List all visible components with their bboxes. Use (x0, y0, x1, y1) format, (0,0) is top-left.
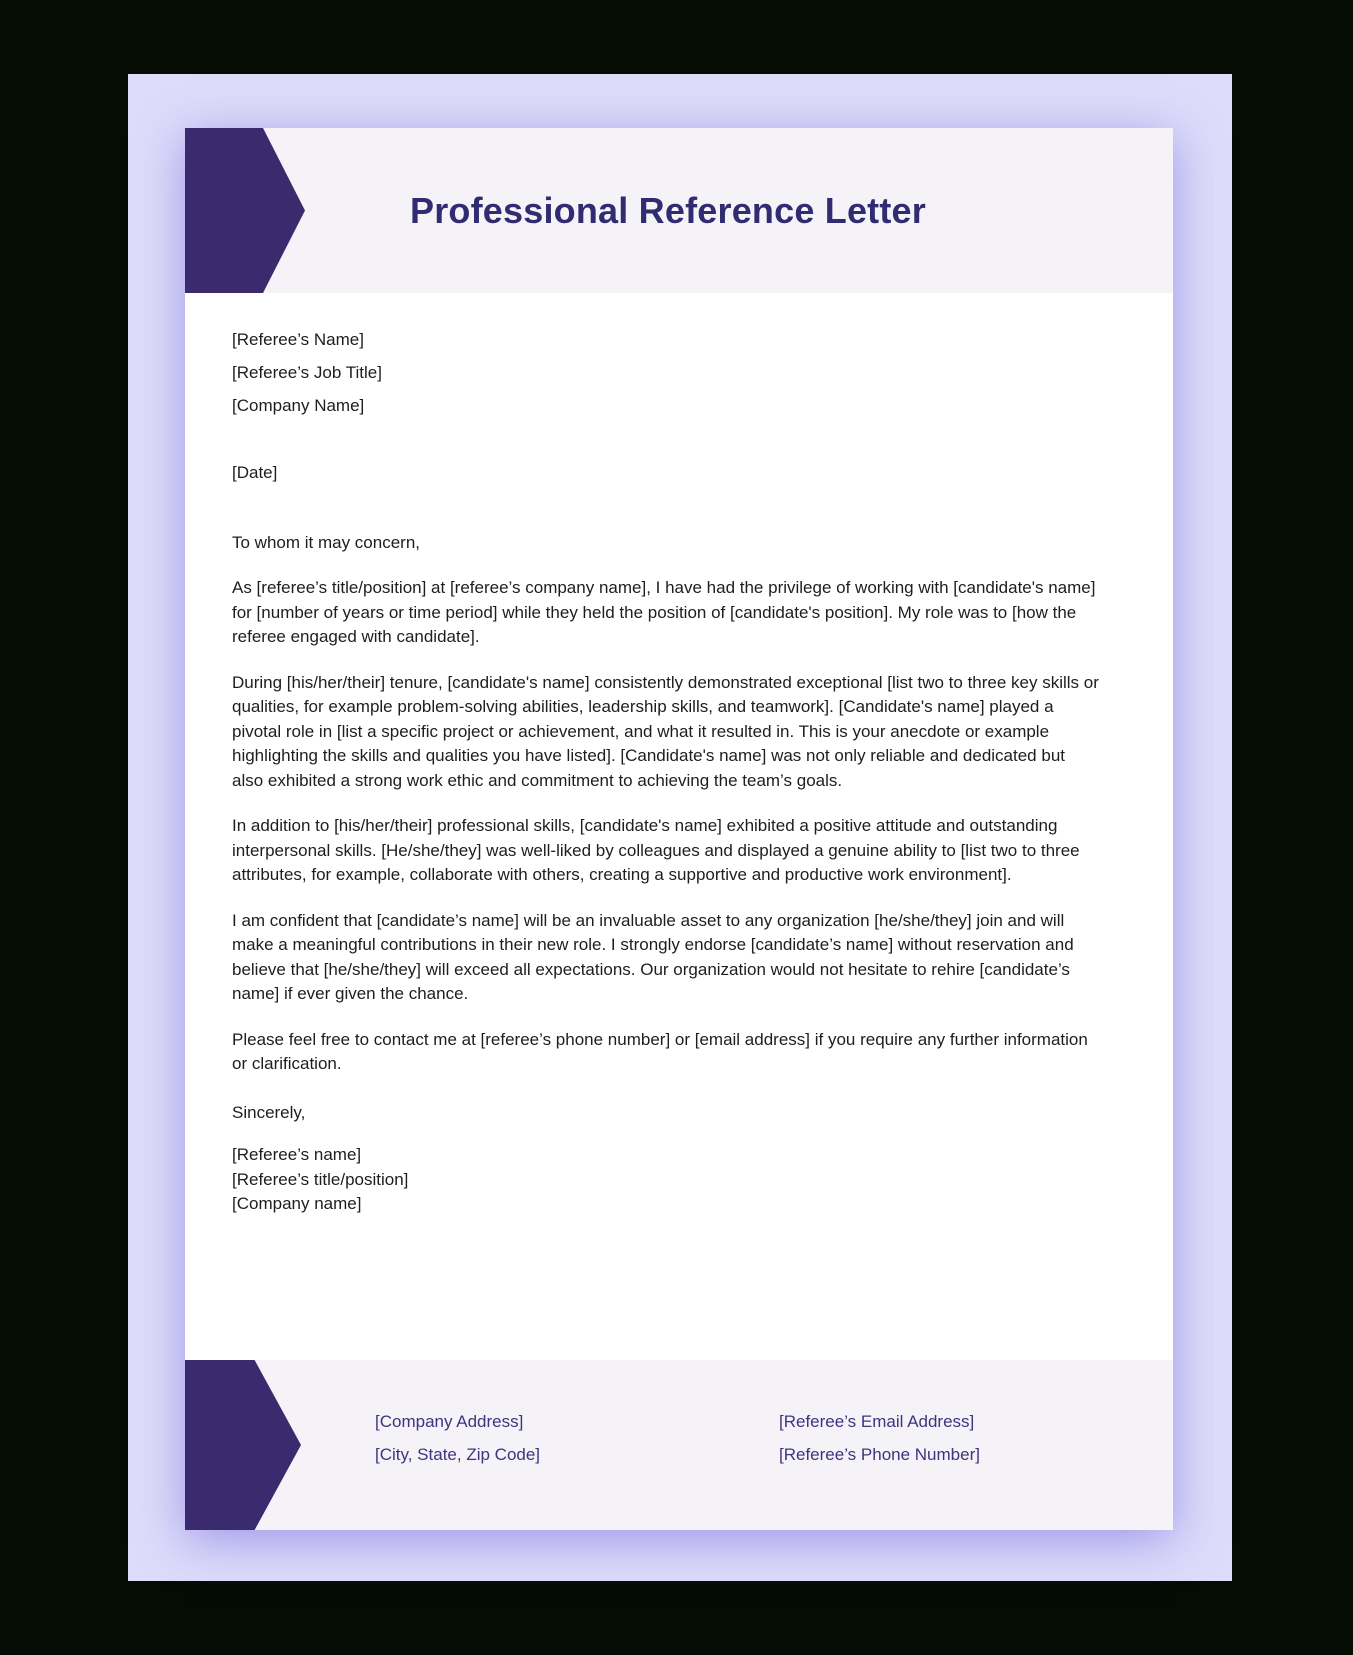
salutation: To whom it may concern, (232, 533, 421, 552)
footer-company-address: [Company Address] (375, 1412, 524, 1431)
footer-contact-column (779, 1409, 980, 1467)
company-name-line: [Company Name] (232, 396, 365, 415)
footer-arrow-accent (185, 1360, 301, 1530)
lavender-canvas (128, 74, 1232, 1581)
signature-block (232, 1143, 1100, 1217)
paragraph-endorsement: I am confident that [candidate’s name] will be an invaluable asset to any organization [he/she/they] join and will make a meaningful contributions in their new role. I strongly endorse [candidate’s name] without reservation and believe that [he/she/they] will exceed all expectations. Our organization would not hesitate to rehire [candidate’s name] if ever given the chance. (232, 910, 1074, 1003)
footer-referee-phone: [Referee’s Phone Number] (779, 1445, 980, 1464)
closing: Sincerely, (232, 1102, 306, 1122)
paragraph-introduction: As [referee’s title/position] at [referee’s company name], I have had the privilege of working with [candidate's name] for [number of years or time period] while they held the position of [candidate's position]. My role was to [how the referee engaged with candidate]. (232, 578, 1096, 646)
page-title: Professional Reference Letter (410, 189, 926, 231)
paragraph-interpersonal: In addition to [his/her/their] professional skills, [candidate's name] exhibited a positive attitude and outstanding interpersonal skills. [He/she/they] was well-liked by colleagues and displayed a genuine ability to [list two to three attributes, for example, collaborate with others, creating a supportive and productive work environment]. (232, 816, 1080, 884)
signature-referee-name: [Referee’s name] (232, 1145, 362, 1164)
letter-page (185, 128, 1173, 1530)
referee-name-line: [Referee’s Name] (232, 330, 364, 349)
page-header-band (185, 128, 1173, 293)
page-footer-band (185, 1360, 1173, 1530)
referee-job-title-line: [Referee’s Job Title] (232, 363, 382, 382)
paragraph-contact: Please feel free to contact me at [referee’s phone number] or [email address] if you require any further information or clarification. (232, 1029, 1088, 1073)
signature-referee-title: [Referee’s title/position] (232, 1169, 409, 1189)
paragraph-skills-achievements: During [his/her/their] tenure, [candidate's name] consistently demonstrated exceptional [list two to three key skills or qualities, for example problem-solving abilities, leadership skills, and teamwork]. [Candidate's name] played a pivotal role in [list a specific project or achievement, and what it resulted in. This is your anecdote or example highlighting the skills and qualities you have listed]. [Candidate's name] was not only reliable and dedicated but also exhibited a strong work ethic and commitment to achieving the team’s goals. (232, 672, 1099, 790)
date-line: [Date] (232, 463, 278, 482)
footer-referee-email: [Referee’s Email Address] (779, 1412, 975, 1431)
signature-company-name: [Company name] (232, 1194, 362, 1213)
footer-address-column (375, 1409, 540, 1467)
letter-body (185, 293, 1173, 1217)
footer-city-state-zip: [City, State, Zip Code] (375, 1445, 541, 1464)
